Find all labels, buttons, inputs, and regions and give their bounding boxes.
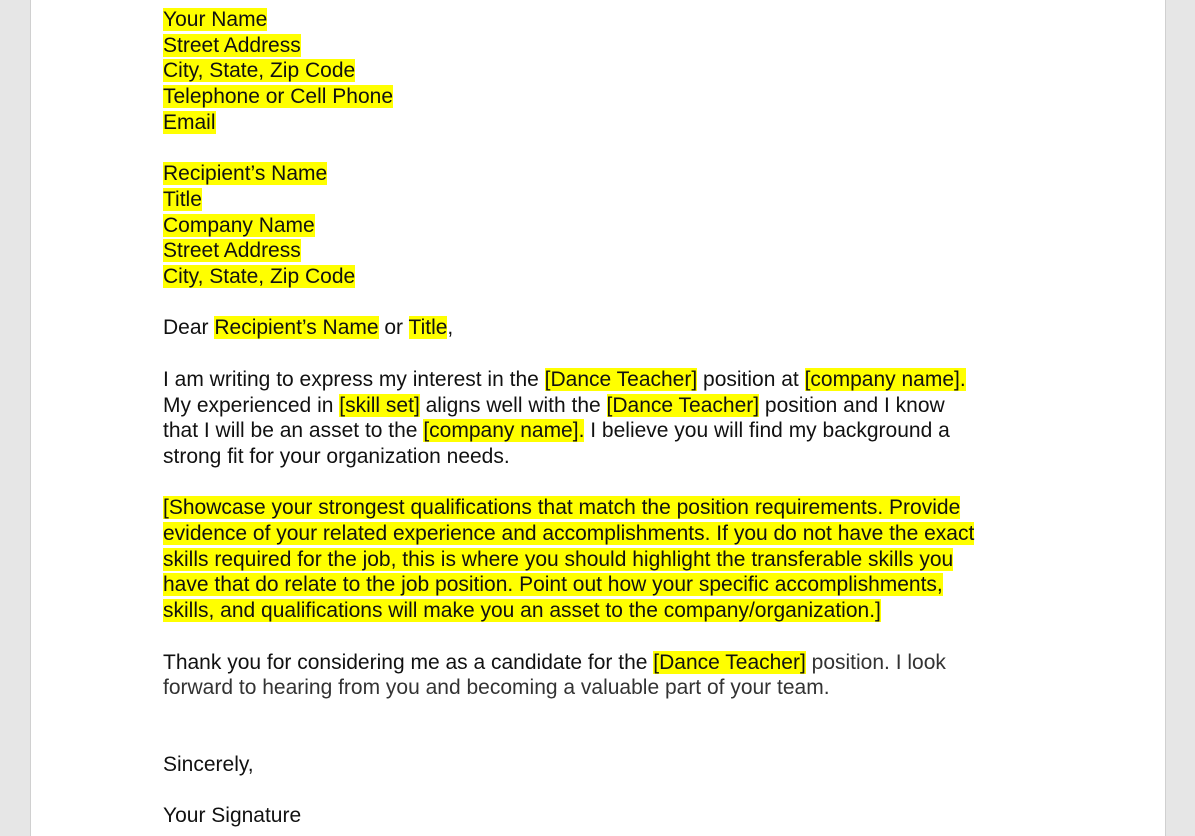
sender-email: Email	[163, 110, 216, 134]
sender-block	[163, 7, 1043, 136]
salutation-name: Recipient’s Name	[214, 316, 379, 340]
placeholder-position: [Dance Teacher]	[606, 393, 760, 417]
placeholder-company: [company name].	[804, 367, 966, 391]
salutation	[163, 315, 1043, 341]
placeholder-skill-set: [skill set]	[339, 393, 420, 417]
sender-name: Your Name	[163, 8, 268, 31]
recipient-block	[163, 161, 1043, 290]
sender-street: Street Address	[163, 33, 301, 57]
salutation-title: Title	[408, 316, 448, 340]
sender-phone: Telephone or Cell Phone	[163, 85, 393, 109]
recipient-company: Company Name	[163, 213, 315, 237]
closing-text: position. I look	[805, 650, 946, 674]
salutation-dear: Dear	[163, 316, 215, 340]
intro-text: My experienced in	[163, 393, 340, 417]
recipient-title: Title	[163, 187, 202, 211]
recipient-city: City, State, Zip Code	[163, 265, 356, 289]
intro-paragraph	[163, 367, 1043, 470]
signature-text: Your Signature	[163, 804, 302, 828]
qualifications-line: have that do relate to the job position. Point out how your specific accomplishments,	[163, 573, 943, 597]
qualifications-line: evidence of your related experience and accomplishments. If you do not have the exact	[163, 522, 975, 545]
qualifications-line: skills, and qualifications will make you an asset to the company/organization.]	[163, 599, 881, 623]
sender-city: City, State, Zip Code	[163, 59, 356, 83]
sincerely-text: Sincerely,	[163, 752, 254, 776]
intro-text: strong fit for your organization needs.	[163, 444, 510, 468]
closing-text: Thank you for considering me as a candidate for the	[163, 650, 654, 674]
recipient-street: Street Address	[163, 239, 301, 263]
qualifications-line: skills required for the job, this is where you should highlight the transferable skills you	[163, 547, 954, 571]
salutation-or: or	[378, 316, 409, 340]
closing-text: forward to hearing from you and becoming a valuable part of your team.	[163, 676, 830, 700]
salutation-comma: ,	[447, 316, 454, 340]
document-page	[30, 0, 1166, 836]
signoff-block	[163, 752, 1043, 829]
intro-text: position and I know	[759, 393, 945, 417]
intro-text: position at	[697, 367, 805, 391]
placeholder-company: [company name].	[423, 419, 585, 443]
closing-paragraph	[163, 650, 1043, 701]
intro-text: I am writing to express my interest in the	[163, 367, 545, 391]
intro-text: aligns well with the	[419, 393, 607, 417]
placeholder-position: [Dance Teacher]	[653, 650, 806, 674]
qualifications-line: [Showcase your strongest qualifications that match the position requirements. Provide	[163, 496, 961, 520]
intro-text: that I will be an asset to the	[163, 419, 424, 443]
recipient-name: Recipient’s Name	[163, 162, 328, 186]
placeholder-position: [Dance Teacher]	[544, 367, 698, 391]
cover-letter-body	[163, 7, 1043, 829]
qualifications-paragraph	[163, 495, 1043, 624]
intro-text: I believe you will find my background a	[584, 419, 950, 443]
